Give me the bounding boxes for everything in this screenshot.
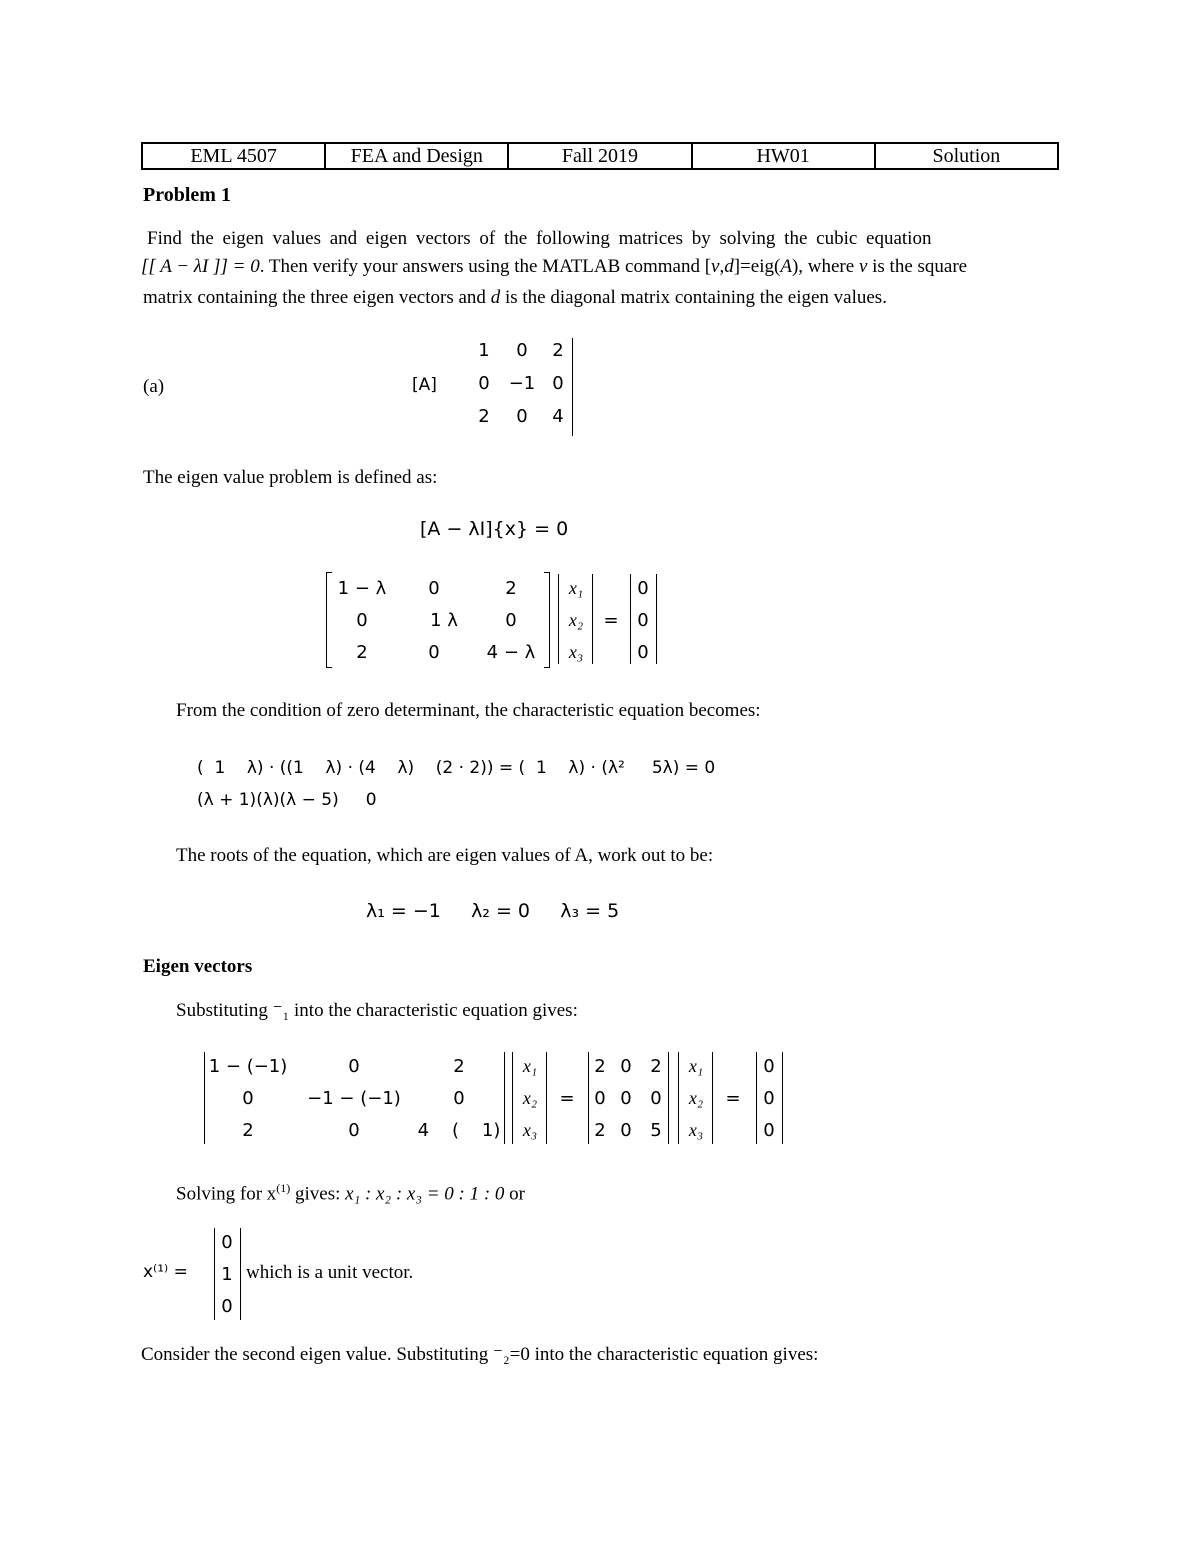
matrix-A-cell: 4 [552, 406, 564, 427]
problem-title: Problem 1 [143, 184, 231, 206]
subst-matrix-right [504, 1052, 505, 1144]
unit-vector-text: which is a unit vector. [246, 1262, 414, 1283]
zero-vector-cell: 0 [637, 610, 649, 631]
intro-line-2-a: . Then verify your answers using the MATLAB command [ [259, 256, 712, 277]
subst-cell: 0 [453, 1088, 465, 1109]
roots-text: The roots of the equation, which are eigen values of A, work out to be: [176, 845, 714, 866]
system-cell: 1 − λ [337, 578, 387, 599]
eigen-vectors-title: Eigen vectors [143, 956, 253, 977]
intro-d: d [724, 256, 734, 277]
intro-line-3-b: is the diagonal matrix containing the eigen values. [500, 287, 887, 308]
system-equation [326, 572, 666, 670]
matrix-A-cell: 0 [516, 340, 528, 361]
determinant-expression: [[ A − λI ]] = 0 [141, 256, 260, 277]
matrix-A-cell: 2 [478, 406, 490, 427]
reduced-x-cell: x₂ [688, 1088, 704, 1108]
solve-line [176, 1181, 525, 1205]
subst-zero-cell: 0 [763, 1120, 775, 1141]
subst-equals-1: = [559, 1088, 575, 1109]
x1-vector-cell: 0 [221, 1296, 233, 1317]
intro-line-2-b: ]=eig( [733, 256, 781, 277]
header-course: EML 4507 [142, 143, 325, 169]
x1-vector [214, 1226, 244, 1322]
intro-line-2-c: ), where [791, 256, 859, 277]
zero-vector-cell: 0 [637, 642, 649, 663]
intro-d2: d [490, 287, 501, 308]
subst-x-left [512, 1052, 513, 1144]
subst-x-cell: x₃ [522, 1120, 538, 1140]
matrix-A-cell: −1 [508, 373, 536, 394]
x1-vector-cell: 1 [221, 1264, 233, 1285]
system-cell: 0 [428, 642, 440, 663]
intro-line-3 [143, 287, 887, 309]
subst-x-right [546, 1052, 547, 1144]
matrix-A-cell: 0 [552, 373, 564, 394]
reduced-x-cell: x₁ [688, 1056, 704, 1076]
intro-paragraph [143, 228, 1059, 250]
subst-cell: 4 ( 1) [417, 1120, 501, 1141]
det-text: From the condition of zero determinant, the characteristic equation becomes: [176, 700, 761, 721]
system-cell: 0 [505, 610, 517, 631]
reduced-cell: 2 [594, 1056, 606, 1077]
subst-cell: 0 [348, 1120, 360, 1141]
subst-cell: 0 [242, 1088, 254, 1109]
header-type: Solution [875, 143, 1058, 169]
zero-vector-left [630, 574, 631, 664]
matrix-A-cell: 0 [478, 373, 490, 394]
matrix-A-cell: 1 [478, 340, 490, 361]
reduced-cell: 5 [650, 1120, 662, 1141]
reduced-cell: 2 [650, 1056, 662, 1077]
system-cell: 2 [356, 642, 368, 663]
subst-matrix-left [204, 1052, 205, 1144]
matrix-A-label: [A] [412, 375, 437, 395]
header-term: Fall 2019 [508, 143, 691, 169]
zero-vector-right [656, 574, 657, 664]
eigen-values: λ₁ = −1 λ₂ = 0 λ₃ = 5 [366, 900, 620, 922]
system-cell: 4 − λ [486, 642, 536, 663]
x1-vector-left [214, 1228, 215, 1320]
intro-line-1-text: Find the eigen values and eigen vectors of the following matrices by solving the cubic equation [147, 228, 932, 249]
solve-or: or [504, 1183, 525, 1205]
solve-text-b: gives: [290, 1183, 346, 1205]
solve-ratio: x₁ : x₂ : x₃ = 0 : 1 : 0 [345, 1183, 505, 1205]
eig-problem-text: The eigen value problem is defined as: [143, 467, 438, 488]
matrix-A-cell: 2 [552, 340, 564, 361]
subst-equals-2: = [725, 1088, 741, 1109]
system-cell: 0 [356, 610, 368, 631]
reduced-cell: 0 [620, 1088, 632, 1109]
subst-cell: −1 − (−1) [307, 1088, 401, 1109]
x-vector-cell: x₃ [568, 642, 584, 662]
reduced-x-cell: x₃ [688, 1120, 704, 1140]
reduced-cell: 0 [650, 1088, 662, 1109]
reduced-cell: 0 [594, 1088, 606, 1109]
subst-cell: 0 [348, 1056, 360, 1077]
subst-cell: 2 [453, 1056, 465, 1077]
system-cell: 1 λ [430, 610, 458, 631]
x-vector-left [558, 574, 559, 664]
eig-problem-equation: [A − λI]{x} = 0 [420, 518, 569, 540]
intro-line-1 [143, 228, 1059, 250]
system-equals: = [603, 610, 619, 631]
x-vector-cell: x₁ [568, 578, 584, 598]
characteristic-equation-1: ( 1 λ) · ((1 λ) · (4 λ) (2 · 2)) = ( 1 λ) · (λ² 5λ) = 0 [197, 758, 716, 778]
solve-text-a: Solving for x [176, 1183, 277, 1205]
intro-v2: v [858, 256, 868, 277]
substituted-system [204, 1050, 794, 1146]
matrix-A-right-bar [572, 338, 573, 436]
intro-line-2-d: is the square [867, 256, 968, 277]
substitution-text-1: Substituting ⁻₁ into the characteristic equation gives: [176, 1000, 578, 1021]
reduced-x-left [678, 1052, 679, 1144]
reduced-cell: 0 [620, 1120, 632, 1141]
reduced-matrix-left [588, 1052, 589, 1144]
intro-line-2 [141, 256, 967, 278]
x-vector-right [592, 574, 593, 664]
part-a-label: (a) [143, 376, 165, 397]
intro-line-3-a: matrix containing the three eigen vectors and [143, 287, 491, 308]
header-subject: FEA and Design [325, 143, 508, 169]
reduced-x-right [712, 1052, 713, 1144]
x1-label: x⁽¹⁾ = [143, 1262, 188, 1282]
subst-zero-right [782, 1052, 783, 1144]
reduced-matrix-right [668, 1052, 669, 1144]
reduced-cell: 2 [594, 1120, 606, 1141]
x-vector-cell: x₂ [568, 610, 584, 630]
header-table [141, 142, 1059, 170]
subst-cell: 2 [242, 1120, 254, 1141]
subst-x-cell: x₂ [522, 1088, 538, 1108]
reduced-cell: 0 [620, 1056, 632, 1077]
subst-zero-cell: 0 [763, 1088, 775, 1109]
system-cell: 2 [505, 578, 517, 599]
intro-comma: , [719, 256, 725, 277]
subst-x-cell: x₁ [522, 1056, 538, 1076]
x1-vector-cell: 0 [221, 1232, 233, 1253]
intro-v: v [711, 256, 720, 277]
zero-vector-cell: 0 [637, 578, 649, 599]
matrix-A [466, 338, 576, 438]
solve-superscript: (1) [276, 1181, 291, 1195]
intro-A: A [780, 256, 792, 277]
subst-zero-cell: 0 [763, 1056, 775, 1077]
header-assignment: HW01 [692, 143, 875, 169]
characteristic-equation-2: (λ + 1)(λ)(λ − 5) 0 [197, 790, 377, 810]
system-cell: 0 [428, 578, 440, 599]
matrix-A-cell: 0 [516, 406, 528, 427]
subst-zero-left [756, 1052, 757, 1144]
x1-vector-right [240, 1228, 241, 1320]
subst-cell: 1 − (−1) [208, 1056, 288, 1077]
second-eigen-text: Consider the second eigen value. Substituting ⁻₂=0 into the characteristic equation gives: [141, 1344, 819, 1365]
system-matrix-right-bracket [544, 572, 550, 668]
